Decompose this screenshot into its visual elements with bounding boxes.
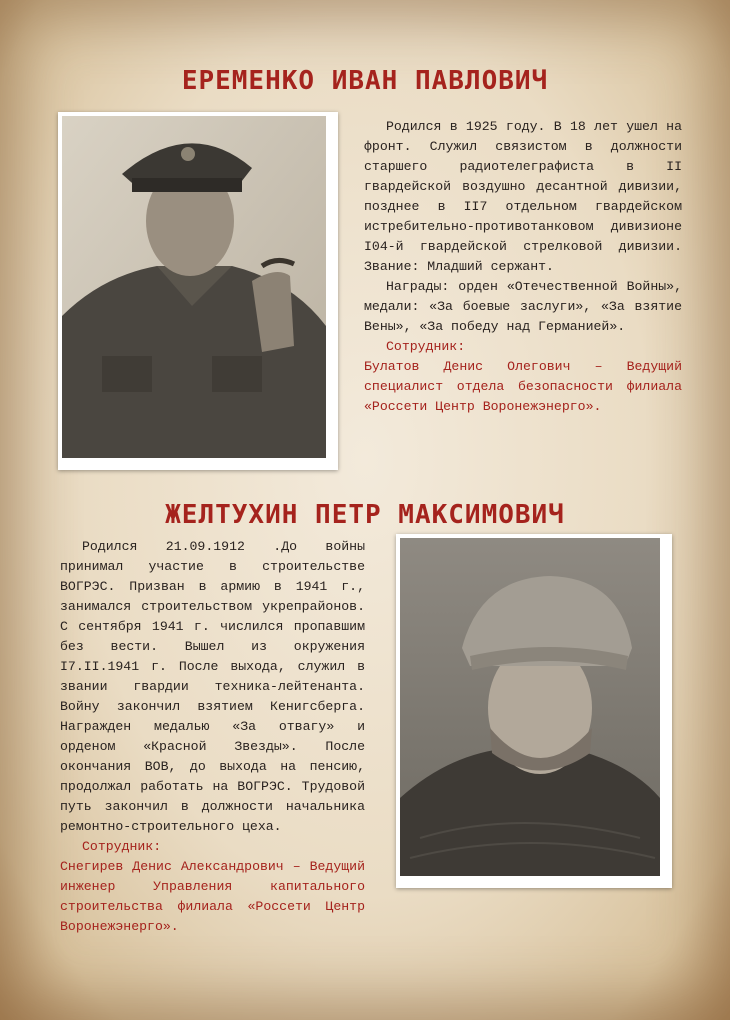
person1-bio-text: Родился в 1925 году. В 18 лет ушел на фронт. Служил связистом в должности старшего радиотелеграфиста в II гвардейской воздушно десантной дивизии, позднее в II7 отдельном гвардейском истребительно-противотанковом дивизионе I04-й гвардейской стрелковой дивизии. Звание: Младший сержант. [364,119,682,274]
person2-bio-block [60,537,365,937]
person1-employee-label: Сотрудник: [386,339,466,354]
officer-portrait-image [400,538,660,876]
person1-employee-text: Булатов Денис Олегович – Ведущий специалист отдела безопасности филиала «Россети Центр Воронежэнерго». [364,359,682,414]
person1-photo [58,112,338,470]
person2-employee-text: Снегирев Денис Александрович – Ведущий инженер Управления капитального строительства филиала «Россети Центр Воронежэнерго». [60,859,365,934]
person1-bio-block [364,117,682,417]
person1-awards-text: Награды: орден «Отечественной Войны», медали: «За боевые заслуги», «За взятие Вены», «За победу над Германией». [364,279,682,334]
person2-photo [396,534,672,888]
person1-name-heading: ЕРЕМЕНКО ИВАН ПАВЛОВИЧ [181,66,549,96]
person2-name-heading: ЖЕЛТУХИН ПЕТР МАКСИМОВИЧ [165,500,565,530]
soldier-portrait-image [62,116,326,458]
person2-employee-label: Сотрудник: [82,839,162,854]
person2-bio-text: Родился 21.09.1912 .До войны принимал участие в строительстве ВОГРЭС. Призван в армию в 1941 г., занимался строительством укрепрайонов. С сентября 1941 г. числился пропавшим без вести. Вышел из окружения I7.II.1941 г. После выхода, служил в звании гвардии техника-лейтенанта. Войну закончил взятием Кенигсберга. Награжден медалью «За отвагу» и орденом «Красной Звезды». После окончания ВОВ, до выхода на пенсию, продолжал работать на ВОГРЭС. Трудовой путь закончил в должности начальника ремонтно-строительного цеха. [60,539,365,834]
